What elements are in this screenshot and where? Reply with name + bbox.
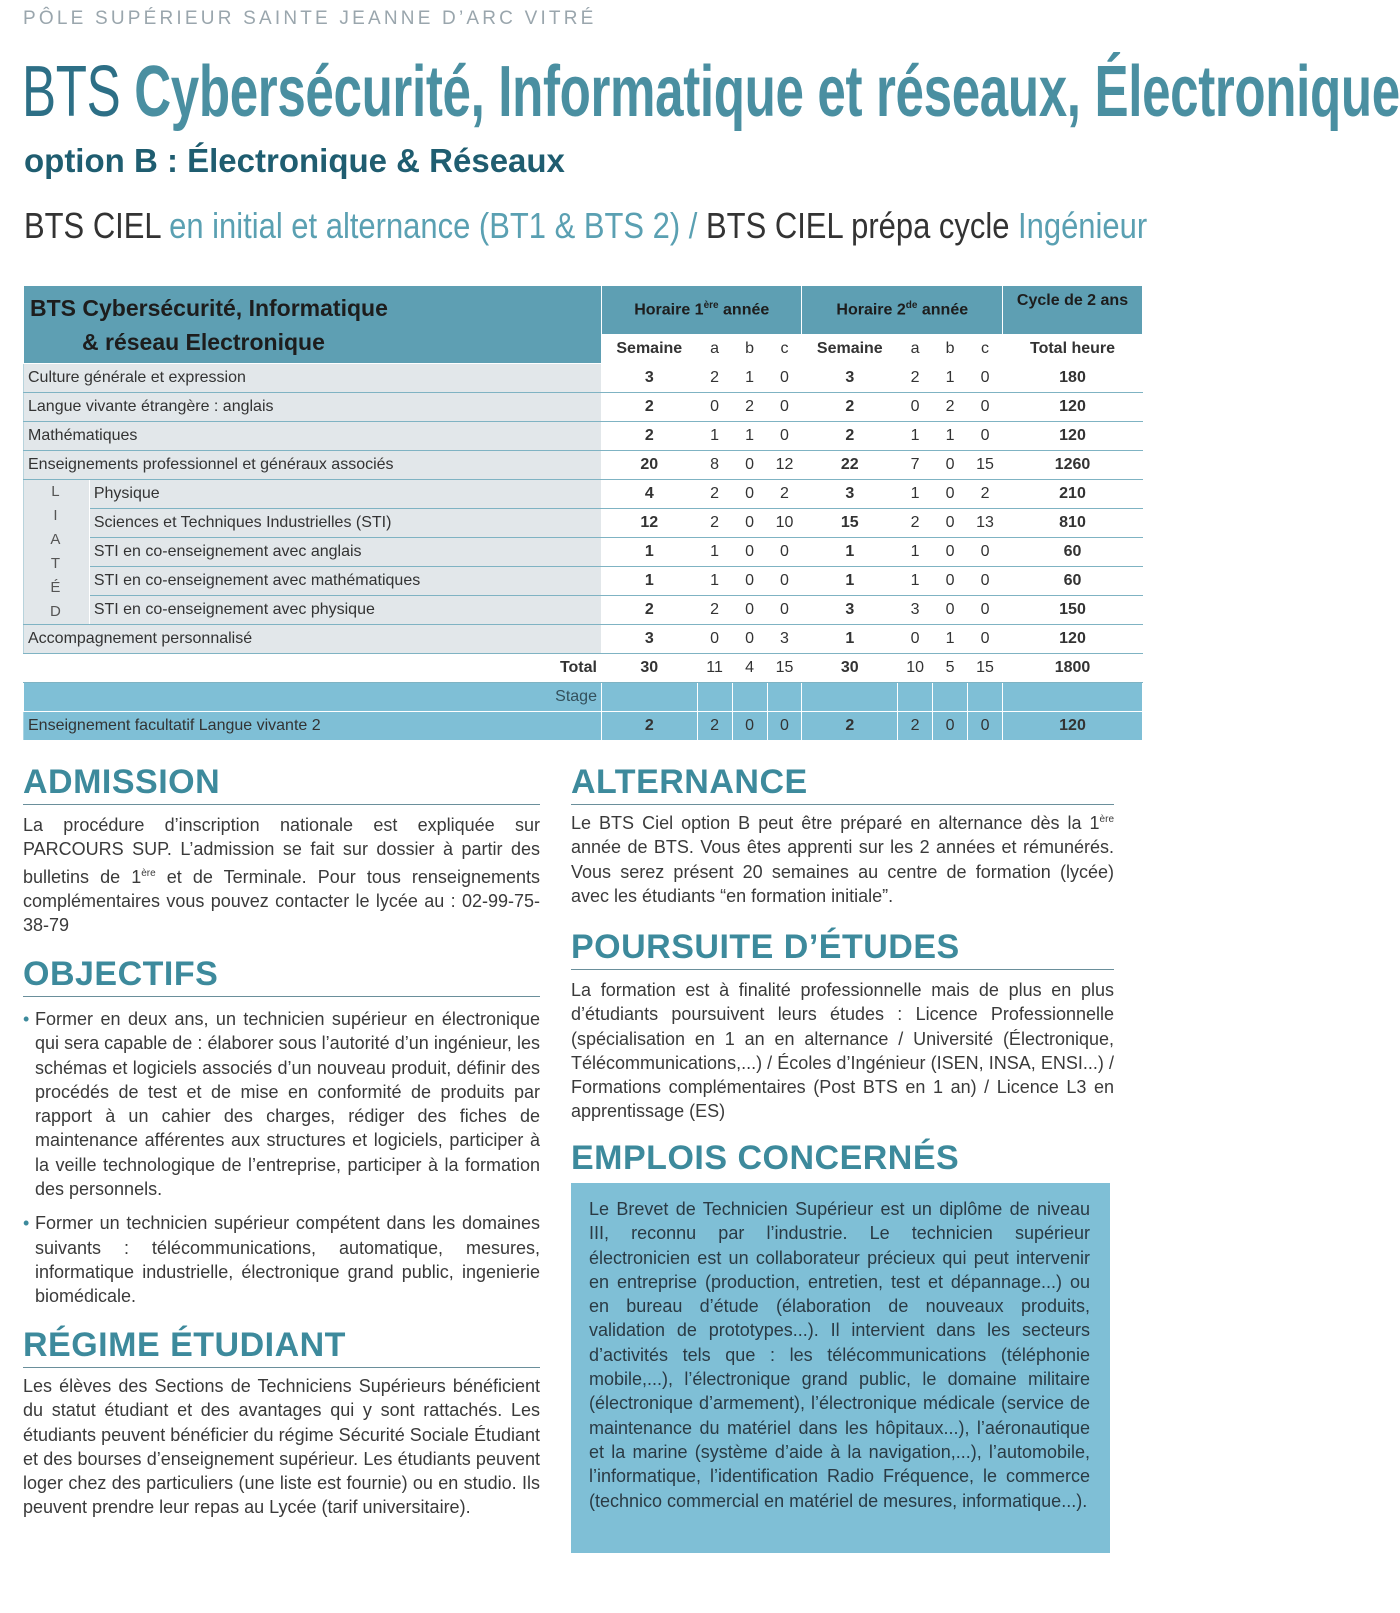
table-cell: 1	[802, 538, 898, 567]
table-cell: 15	[968, 654, 1003, 683]
regime-section	[23, 1325, 540, 1520]
table-cell: 1260	[1003, 451, 1143, 480]
table-facultatif-row	[24, 712, 1143, 741]
table-cell: 2	[697, 509, 732, 538]
header-year1-suffix: année	[718, 301, 770, 319]
page-subtitle: option B : Électronique & Réseaux	[24, 142, 565, 179]
table-cell: 0	[968, 567, 1003, 596]
row-label: Sciences et Techniques Industrielles (STI)	[89, 509, 601, 538]
header-year2-suffix: année	[917, 301, 969, 319]
table-cell: 2	[697, 596, 732, 625]
table-cell: 0	[898, 625, 933, 654]
schedule-table	[23, 285, 1143, 741]
table-cell: 22	[802, 451, 898, 480]
table-cell: 15	[968, 451, 1003, 480]
table-cell: 13	[968, 509, 1003, 538]
tagline-part: BTS CIEL	[24, 205, 161, 246]
stage-cell	[601, 683, 697, 712]
table-cell: 3	[898, 596, 933, 625]
detail-letter: L	[51, 483, 62, 500]
admission-text-b: et de Terminale. Pour tous renseignements complémentaires vous pouvez contacter le lycée au : 02-99-75-38-79	[23, 866, 540, 936]
poursuite-heading: POURSUITE D’ÉTUDES	[571, 927, 1114, 970]
table-cell: 3	[601, 625, 697, 654]
row-label: Physique	[89, 480, 601, 509]
table-cell: 4	[732, 654, 767, 683]
header-year2	[802, 286, 1003, 335]
sub-header: a	[697, 335, 732, 364]
table-cell: 3	[802, 364, 898, 393]
table-cell: 810	[1003, 509, 1143, 538]
sub-header: b	[732, 335, 767, 364]
table-cell: 2	[601, 393, 697, 422]
table-cell: 3	[802, 480, 898, 509]
table-cell: 8	[697, 451, 732, 480]
sub-header: Semaine	[802, 335, 898, 364]
total-label: Total	[24, 654, 602, 683]
sub-header: c	[968, 335, 1003, 364]
table-cell: 2	[802, 393, 898, 422]
table-cell: 1	[933, 422, 968, 451]
table-cell: 2	[732, 393, 767, 422]
table-cell: 0	[767, 422, 802, 451]
table-cell: 2	[601, 712, 697, 741]
table-cell: 0	[697, 393, 732, 422]
table-cell: 60	[1003, 567, 1143, 596]
table-row	[24, 393, 1143, 422]
stage-cell	[1003, 683, 1143, 712]
table-cell: 2	[697, 364, 732, 393]
table-cell: 0	[767, 596, 802, 625]
sub-header: a	[898, 335, 933, 364]
table-cell: 120	[1003, 712, 1143, 741]
tagline-part: Ingénieur	[1018, 205, 1148, 246]
poursuite-section	[571, 927, 1114, 1124]
table-row	[24, 422, 1143, 451]
table-cell: 0	[898, 393, 933, 422]
table-cell: 1	[933, 364, 968, 393]
title-prefix: BTS	[22, 52, 121, 132]
table-cell: 0	[732, 712, 767, 741]
table-cell: 0	[968, 393, 1003, 422]
table-cell: 0	[968, 625, 1003, 654]
table-cell: 0	[968, 538, 1003, 567]
table-cell: 1800	[1003, 654, 1143, 683]
table-cell: 11	[697, 654, 732, 683]
table-row	[24, 451, 1143, 480]
header-year1-sup: ère	[703, 300, 719, 312]
stage-cell	[732, 683, 767, 712]
alternance-text-a: Le BTS Ciel option B peut être préparé en alternance dès la 1	[571, 813, 1100, 833]
row-label: Enseignements professionnel et généraux associés	[24, 451, 602, 480]
table-cell: 2	[898, 509, 933, 538]
detail-letter: I	[53, 507, 60, 524]
header-year2-sup: de	[905, 300, 918, 312]
emplois-box	[571, 1183, 1110, 1553]
facultatif-label: Enseignement facultatif Langue vivante 2	[24, 712, 602, 741]
stage-cell	[697, 683, 732, 712]
admission-text-a: La procédure d’inscription nationale est expliquée sur PARCOURS SUP. L’admission se fait sur dossier à partir des bulletins de 1	[23, 815, 540, 887]
table-header-row	[24, 286, 1143, 335]
table-cell: 0	[732, 538, 767, 567]
detail-letter: A	[50, 531, 63, 548]
row-label: Mathématiques	[24, 422, 602, 451]
table-cell: 2	[802, 712, 898, 741]
table-cell: 2	[898, 364, 933, 393]
table-stage-row	[24, 683, 1143, 712]
table-cell: 0	[732, 451, 767, 480]
header-year1-text: Horaire 1	[634, 301, 704, 319]
detail-letter: D	[49, 603, 63, 620]
alternance-section	[571, 762, 1114, 908]
table-cell: 60	[1003, 538, 1143, 567]
table-cell: 0	[933, 538, 968, 567]
table-cell: 0	[968, 596, 1003, 625]
table-row	[24, 364, 1143, 393]
page-title	[22, 52, 1400, 132]
sub-header: c	[767, 335, 802, 364]
table-cell: 10	[898, 654, 933, 683]
table-row	[24, 596, 1143, 625]
regime-text: Les élèves des Sections de Techniciens Supérieurs bénéficient du statut étudiant et des avantages qui y sont rattachés. Les étudiants peuvent bénéficier du régime Sécurité Sociale Étudiant et des bourses d’enseignement supérieur. Les étudiants peuvent loger chez des particuliers (une liste est fournie) ou en studio. Ils peuvent prendre leur repas au Lycée (tarif universitaire).	[23, 1376, 540, 1518]
detail-letter: É	[50, 579, 63, 596]
table-cell: 1	[697, 538, 732, 567]
table-cell: 0	[968, 422, 1003, 451]
table-cell: 2	[968, 480, 1003, 509]
emplois-section	[571, 1138, 1114, 1180]
table-cell: 0	[933, 480, 968, 509]
table-cell: 30	[601, 654, 697, 683]
table-row	[24, 480, 1143, 509]
admission-section	[23, 762, 540, 937]
table-cell: 15	[802, 509, 898, 538]
table-cell: 0	[933, 712, 968, 741]
sub-header: Semaine	[601, 335, 697, 364]
table-cell: 2	[802, 422, 898, 451]
table-cell: 180	[1003, 364, 1143, 393]
table-cell: 1	[601, 538, 697, 567]
table-title-line: & réseau Electronique	[82, 328, 325, 355]
objectifs-heading: OBJECTIFS	[23, 954, 540, 997]
regime-heading: RÉGIME ÉTUDIANT	[23, 1325, 540, 1368]
sub-header: b	[933, 335, 968, 364]
table-cell: 3	[601, 364, 697, 393]
table-cell: 2	[601, 422, 697, 451]
table-title-line: BTS Cybersécurité, Informatique	[30, 294, 388, 321]
row-label: Langue vivante étrangère : anglais	[24, 393, 602, 422]
table-cell: 0	[968, 712, 1003, 741]
row-label: STI en co-enseignement avec anglais	[89, 538, 601, 567]
stage-cell	[802, 683, 898, 712]
table-cell: 1	[732, 422, 767, 451]
objectifs-section	[23, 954, 540, 1309]
table-cell: 5	[933, 654, 968, 683]
table-row	[24, 625, 1143, 654]
objectifs-bullet: • Former un technicien supérieur compétent dans les domaines suivants : télécommunications, automatique, mesures, informatique industrielle, électronique grand public, ingenierie biomédicale.	[23, 1211, 540, 1308]
table-cell: 0	[697, 625, 732, 654]
stage-cell	[933, 683, 968, 712]
table-cell: 0	[732, 480, 767, 509]
detail-label	[24, 480, 90, 625]
objectifs-bullet: • Former en deux ans, un technicien supérieur en électronique qui sera capable de : élaborer sous l’autorité d’un ingénieur, les schémas et logiciels associés d’un nouveau produit, définir des procédés de test et de mise en conformité de produits par rapport à un cahier des charges, rédiger des fiches de maintenance afférentes aux structures et logiciels, participer à la veille technologique de l’entreprise, participer à la formation des personnels.	[23, 1007, 540, 1201]
tagline	[24, 205, 1147, 247]
table-cell: 1	[697, 567, 732, 596]
table-cell: 1	[697, 422, 732, 451]
table-cell: 0	[767, 712, 802, 741]
table-cell: 0	[933, 596, 968, 625]
row-label: STI en co-enseignement avec mathématiques	[89, 567, 601, 596]
header-year1	[601, 286, 802, 335]
emplois-text: Le Brevet de Technicien Supérieur est un diplôme de niveau III, reconnu par l’industrie. Le technicien supérieur électronicien est un collaborateur précieux qui peut intervenir en entreprise (production, entretien, test et dépannage...) ou en bureau d’étude (élaboration de nouveaux produits, validation de prototypes...). Il intervient dans les secteurs d’activités tels que : les télécommunications (téléphonie mobile,...), l’électronique grand public, le domaine militaire (électronique d’armement), l’électronique médicale (service de maintenance du matériel dans les hôpitaux...), l’aéronautique et la marine (système d’aide à la navigation,...), l’automobile, l’informatique, l’identification Radio Fréquence, le commerce (technico commercial en matériel de mesures, informatique...).	[589, 1199, 1090, 1511]
row-label: STI en co-enseignement avec physique	[89, 596, 601, 625]
table-cell: 1	[898, 422, 933, 451]
table-cell: 20	[601, 451, 697, 480]
admission-text-sup: ère	[141, 867, 156, 879]
poursuite-text: La formation est à finalité professionnelle mais de plus en plus d’étudiants poursuivent leurs études : Licence Professionnelle (spécialisation en 1 an en alternance / Université (Électronique, Télécommunications,...) / Écoles d’Ingénieur (ISEN, INSA, ENSI...) / Formations complémentaires (Post BTS en 1 an) / Licence L3 en apprentissage (ES)	[571, 980, 1114, 1122]
table-cell: 7	[898, 451, 933, 480]
stage-cell	[968, 683, 1003, 712]
header-cycle: Cycle de 2 ans	[1003, 286, 1143, 335]
table-cell: 1	[802, 625, 898, 654]
row-label: Culture générale et expression	[24, 364, 602, 393]
emplois-heading: EMPLOIS CONCERNÉS	[571, 1139, 960, 1177]
table-cell: 2	[601, 596, 697, 625]
table-cell: 120	[1003, 422, 1143, 451]
table-cell: 0	[767, 567, 802, 596]
sub-header: Total heure	[1003, 335, 1143, 364]
table-cell: 120	[1003, 625, 1143, 654]
table-cell: 12	[767, 451, 802, 480]
tagline-part: BTS CIEL prépa cycle	[706, 205, 1010, 246]
table-title	[24, 286, 602, 364]
detail-letter: T	[50, 555, 62, 572]
table-cell: 10	[767, 509, 802, 538]
alternance-heading: ALTERNANCE	[571, 762, 1114, 805]
stage-label: Stage	[24, 683, 602, 712]
table-cell: 0	[968, 364, 1003, 393]
table-cell: 1	[898, 538, 933, 567]
alternance-text-b: année de BTS. Vous êtes apprenti sur les 2 années et rémunérés. Vous serez présent 20 semaines au centre de formation (lycée) avec les étudiants “en formation initiale”.	[571, 837, 1114, 906]
table-total-row	[24, 654, 1143, 683]
table-cell: 0	[933, 509, 968, 538]
table-cell: 0	[767, 538, 802, 567]
row-label: Accompagnement personnalisé	[24, 625, 602, 654]
alternance-text-sup: ère	[1099, 814, 1114, 825]
alternance-text	[571, 808, 1114, 908]
table-cell: 120	[1003, 393, 1143, 422]
table-cell: 0	[767, 364, 802, 393]
table-cell: 2	[697, 712, 732, 741]
table-cell: 0	[732, 625, 767, 654]
tagline-part: en initial et alternance (BT1 & BTS 2) /	[169, 205, 698, 246]
table-cell: 2	[933, 393, 968, 422]
admission-text	[23, 813, 540, 937]
table-cell: 3	[802, 596, 898, 625]
table-cell: 210	[1003, 480, 1143, 509]
table-cell: 12	[601, 509, 697, 538]
table-cell: 4	[601, 480, 697, 509]
table-cell: 0	[732, 596, 767, 625]
table-cell: 0	[933, 451, 968, 480]
table-cell: 30	[802, 654, 898, 683]
table-cell: 2	[697, 480, 732, 509]
table-cell: 0	[732, 567, 767, 596]
table-cell: 1	[802, 567, 898, 596]
table-cell: 0	[732, 509, 767, 538]
table-row	[24, 567, 1143, 596]
stage-cell	[898, 683, 933, 712]
table-cell: 3	[767, 625, 802, 654]
table-cell: 15	[767, 654, 802, 683]
table-cell: 0	[933, 567, 968, 596]
school-name: PÔLE SUPÉRIEUR SAINTE JEANNE D’ARC VITRÉ	[23, 8, 597, 29]
table-cell: 150	[1003, 596, 1143, 625]
table-cell: 2	[898, 712, 933, 741]
title-main: Cybersécurité, Informatique et réseaux, Électronique	[134, 52, 1400, 132]
table-cell: 1	[933, 625, 968, 654]
table-row	[24, 509, 1143, 538]
table-cell: 1	[732, 364, 767, 393]
admission-heading: ADMISSION	[23, 762, 540, 805]
stage-cell	[767, 683, 802, 712]
table-cell: 2	[767, 480, 802, 509]
table-cell: 1	[601, 567, 697, 596]
table-cell: 0	[767, 393, 802, 422]
header-year2-text: Horaire 2	[836, 301, 906, 319]
table-cell: 1	[898, 480, 933, 509]
table-row	[24, 538, 1143, 567]
table-cell: 1	[898, 567, 933, 596]
